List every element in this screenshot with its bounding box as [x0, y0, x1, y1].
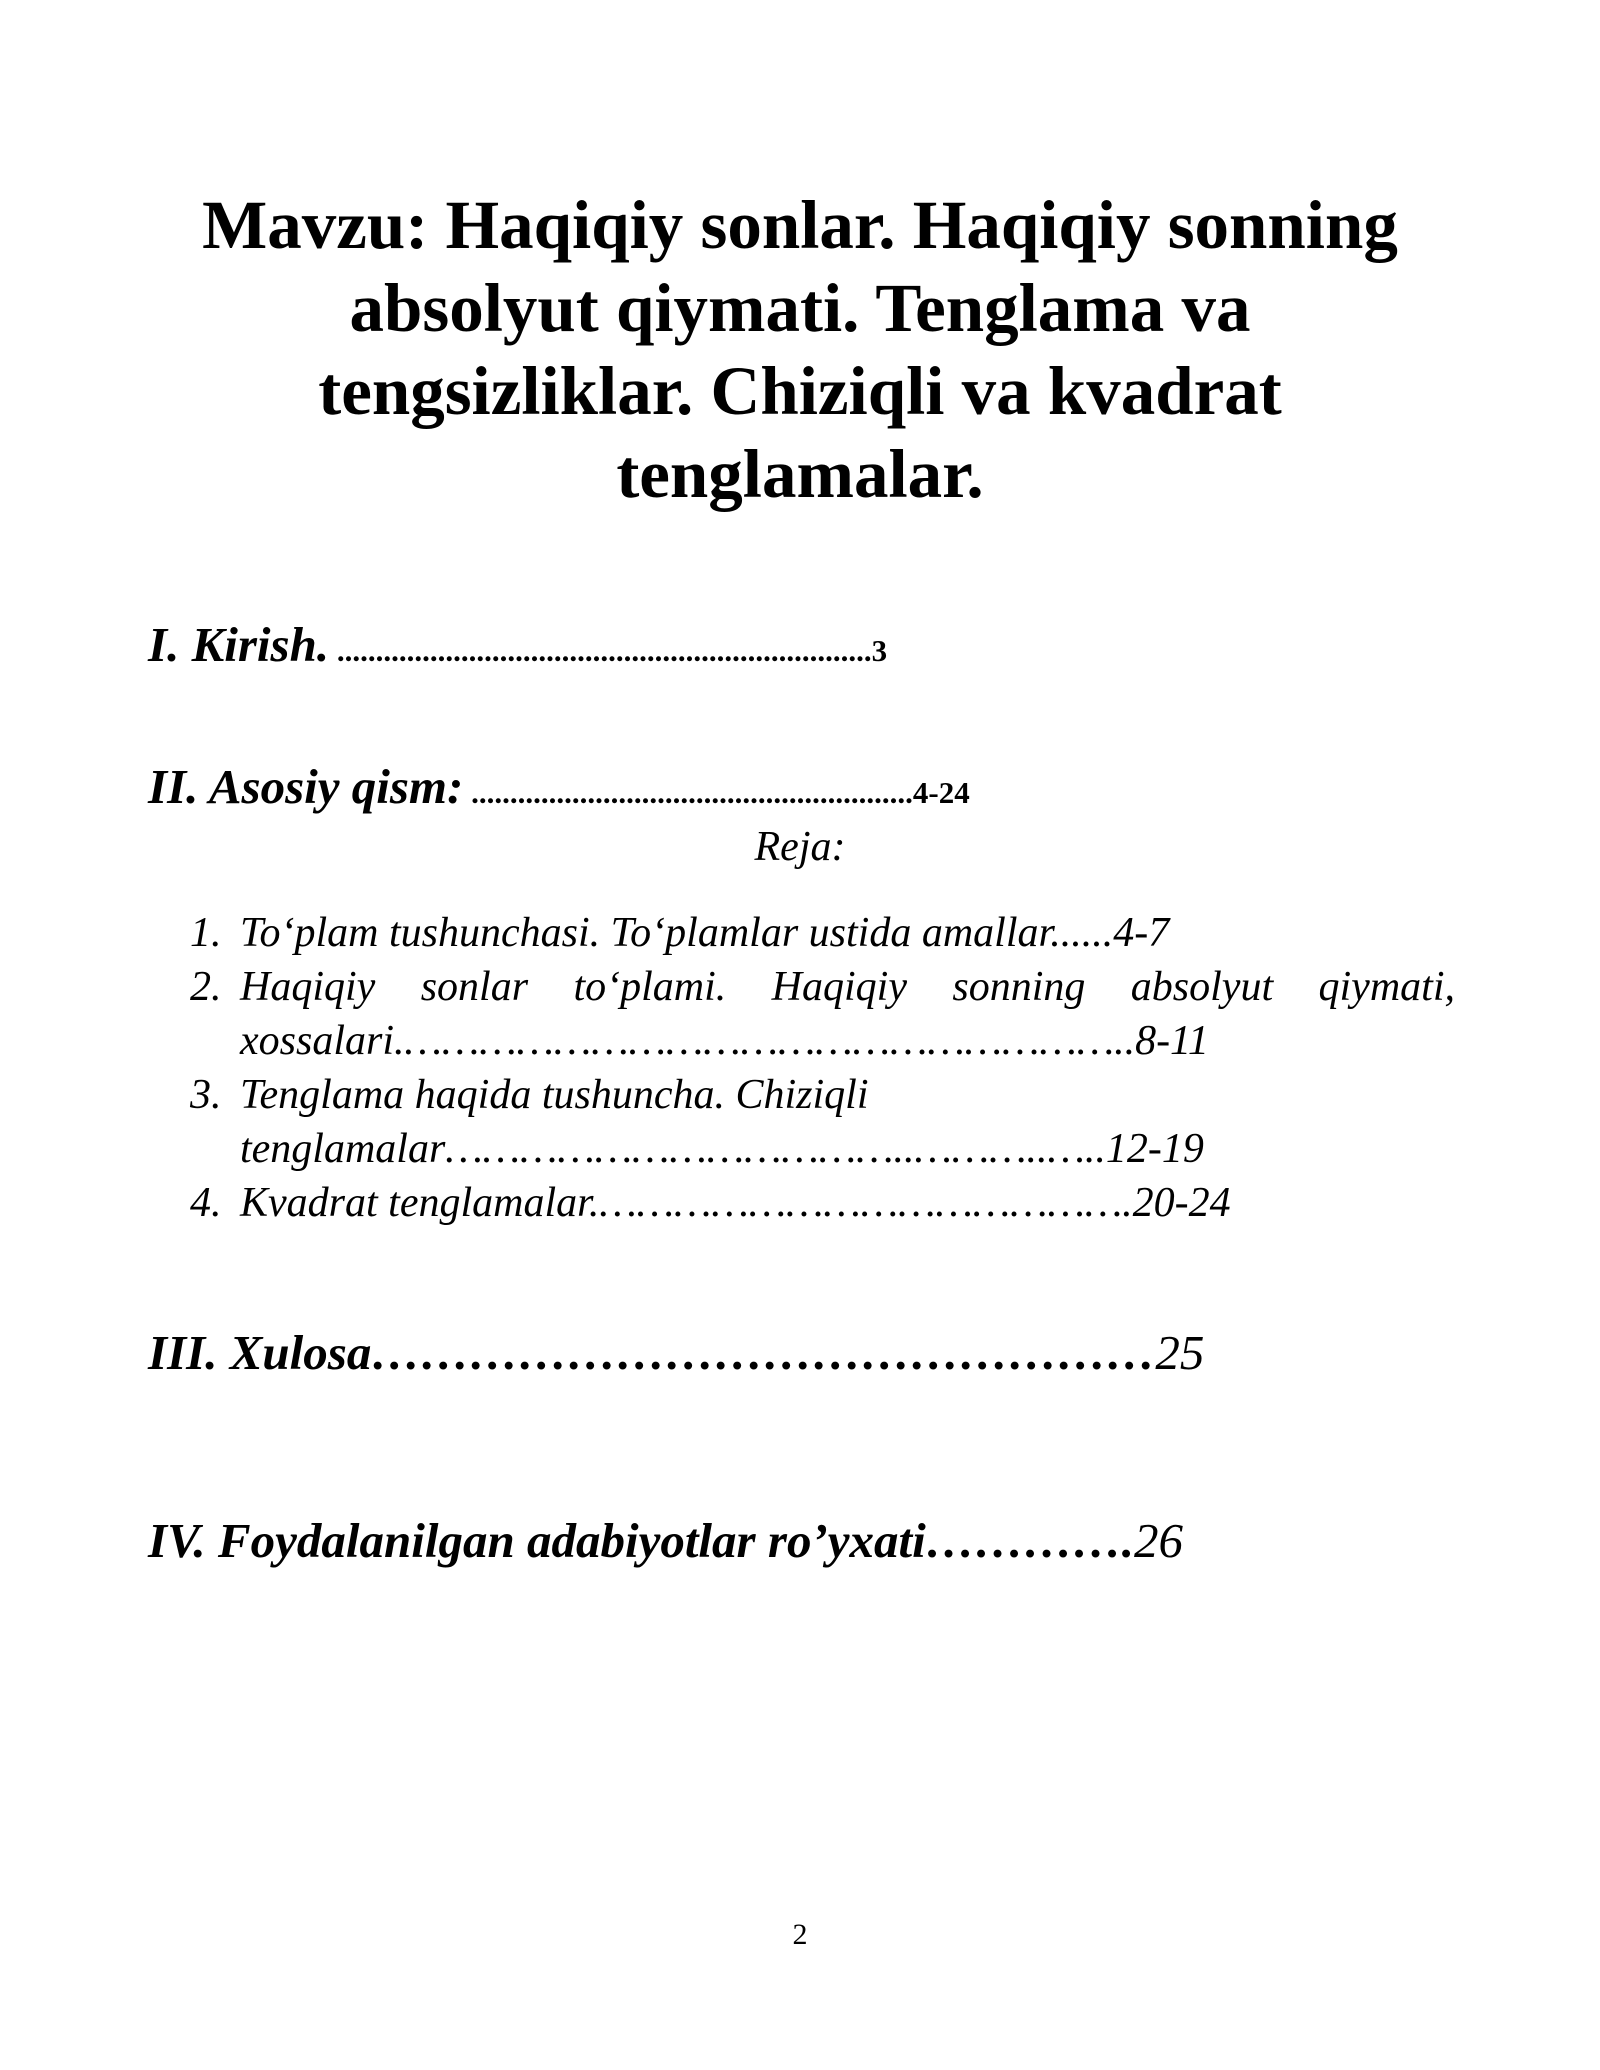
plan-item-2: [190, 960, 1455, 1068]
toc-leader-dots: ………….: [925, 1513, 1134, 1568]
title-line-1: Mavzu: Haqiqiy sonlar. Haqiqiy sonning: [202, 187, 1398, 263]
toc-entry-references: [148, 1512, 1183, 1569]
plan-list: [190, 906, 1455, 1230]
toc-leader-dots: .....................................................................: [329, 633, 872, 668]
plan-heading: Reja:: [754, 824, 846, 870]
toc-entry-label: III. Xulosa: [148, 1325, 372, 1380]
toc-entry-label: II. Asosiy qism:: [148, 759, 464, 814]
plan-item-text-line-1: Haqiqiy sonlar to‘plami. Haqiqiy sonning absolyut qiymati,: [240, 964, 1455, 1010]
toc-page-number: 4-24: [912, 775, 970, 810]
title-line-4: tenglamalar.: [616, 436, 984, 512]
toc-entry-conclusion: [148, 1324, 1204, 1381]
page-title: [140, 184, 1460, 516]
toc-page-number: 25: [1155, 1325, 1205, 1380]
toc-page-number: 3: [871, 633, 888, 668]
plan-item-text: Kvadrat tenglamalar.…………………………………….20-24: [240, 1180, 1231, 1226]
plan-item-text-line-2: tenglamalar………………………………..………..…..12-19: [240, 1126, 1204, 1172]
plan-item-number: 1.: [190, 910, 222, 956]
toc-leader-dots: .........................................................: [463, 775, 913, 810]
plan-item-text-line-1: Tenglama haqida tushuncha. Chiziqli: [240, 1072, 869, 1118]
toc-entry-intro: [148, 616, 887, 673]
page-number: 2: [792, 1918, 808, 1951]
plan-item-number: 4.: [190, 1180, 222, 1226]
toc-entry-label: I. Kirish.: [148, 617, 330, 672]
plan-item-4: [190, 1176, 1455, 1230]
toc-entry-main: [148, 758, 970, 815]
toc-page-number: 26: [1133, 1513, 1183, 1568]
plan-item-text-line-2: xossalari.…………………………………………………..8-11: [240, 1018, 1209, 1064]
title-line-3: tengsizliklar. Chiziqli va kvadrat: [318, 353, 1282, 429]
plan-item-3: [190, 1068, 1455, 1176]
toc-entry-label: IV. Foydalanilgan adabiyotlar ro’yxati: [148, 1513, 926, 1568]
toc-leader-dots: …………………………………………: [371, 1325, 1156, 1380]
plan-item-1: [190, 906, 1455, 960]
plan-item-number: 3.: [190, 1072, 222, 1118]
title-line-2: absolyut qiymati. Tenglama va: [349, 270, 1251, 346]
plan-item-text: To‘plam tushunchasi. To‘plamlar ustida amallar......4-7: [240, 910, 1170, 956]
plan-item-number: 2.: [190, 964, 222, 1010]
